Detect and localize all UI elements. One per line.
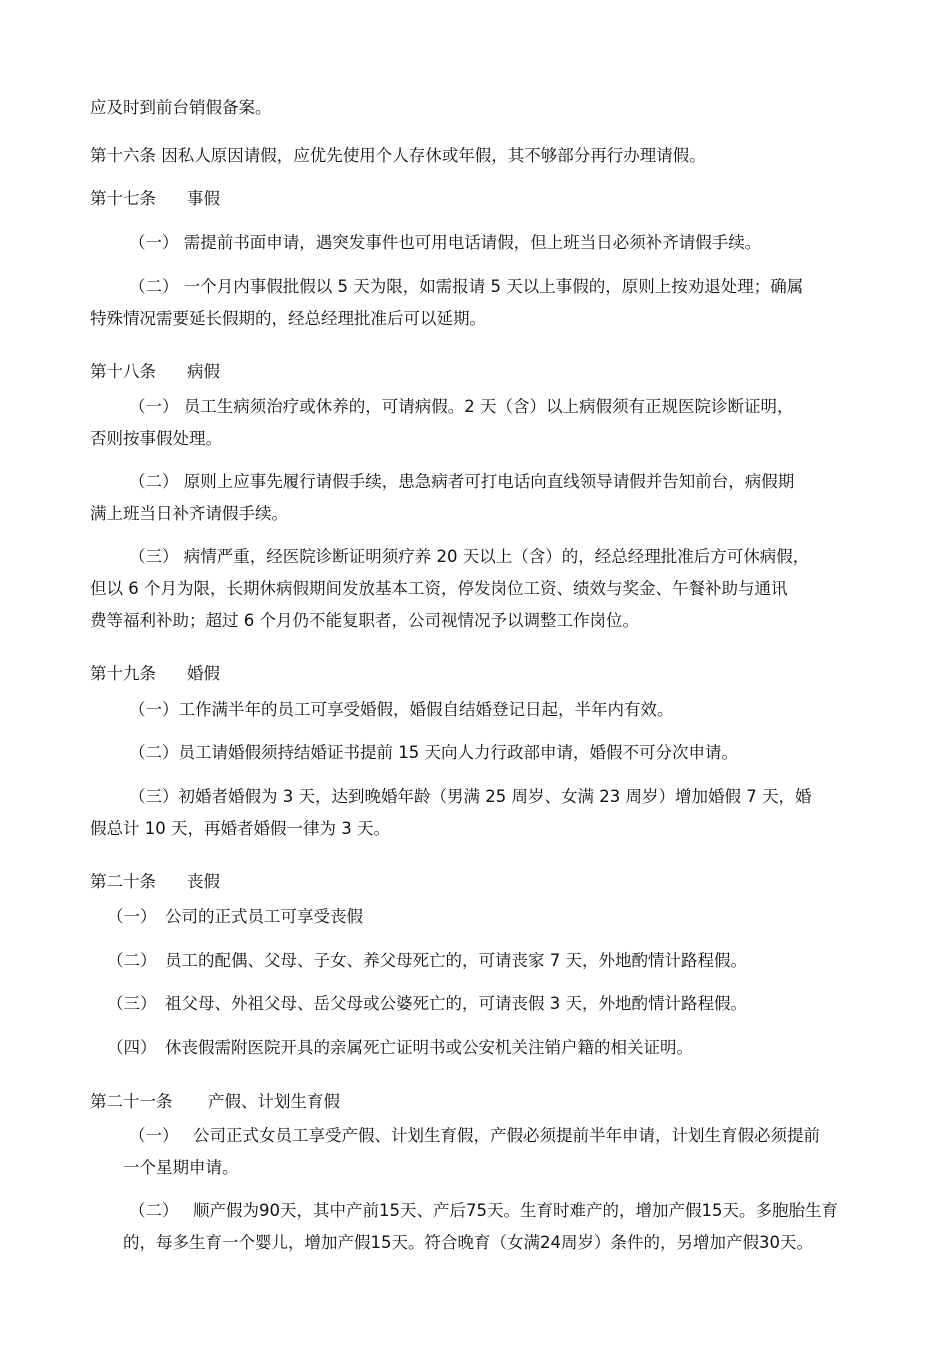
article-20-item-4: 休丧假需附医院开具的亲属死亡证明书或公安机关注销户籍的相关证明。 [165,1038,693,1057]
article-21-item-1-cont: 一个星期申请。 [123,1158,239,1177]
article-21-item-2-marker: （二） [129,1201,179,1220]
article-21-number: 第二十一条 [90,1092,173,1111]
article-20-item-3: 祖父母、外祖父母、岳父母或公婆死亡的，可请丧假 3 天，外地酌情计路程假。 [165,994,747,1013]
article-20-item-3-marker: （三） [107,994,157,1013]
article-18-title: 病假 [187,362,220,381]
article-21-title: 产假、计划生育假 [208,1092,340,1111]
article-21-item-1-marker: （一） [129,1126,179,1145]
article-17-title: 事假 [187,189,220,208]
article-18-item-3: （三） 病情严重，经医院诊断证明须疗养 20 天以上（含）的，经总经理批准后方可休病假， [129,547,810,566]
article-20-item-1-marker: （一） [107,907,157,926]
article-18-item-2: （二） 原则上应事先履行请假手续，患急病者可打电话向直线领导请假并告知前台，病假期 [129,472,795,491]
article-18-item-1-cont: 否则按事假处理。 [90,429,222,448]
article-17-item-2: （二） 一个月内事假批假以 5 天为限，如需报请 5 天以上事假的，原则上按劝退处理；确属 [129,277,804,296]
article-20-item-4-marker: （四） [107,1038,157,1057]
article-20-item-2: 员工的配偶、父母、子女、养父母死亡的，可请丧家 7 天，外地酌情计路程假。 [165,951,747,970]
article-19-title: 婚假 [187,664,220,683]
article-17-item-1: （一） 需提前书面申请，遇突发事件也可用电话请假，但上班当日必须补齐请假手续。 [129,233,762,252]
article-18-item-3-cont-2: 费等福利补助；超过 6 个月仍不能复职者，公司视情况予以调整工作岗位。 [90,611,639,630]
article-18-item-3-cont-1: 但以 6 个月为限，长期休病假期间发放基本工资，停发岗位工资、绩效与奖金、午餐补助与通讯 [90,579,788,598]
article-19-number: 第十九条 [90,664,156,683]
article-20-number: 第二十条 [90,872,156,891]
article-17-item-2-cont: 特殊情况需要延长假期的，经总经理批准后可以延期。 [90,309,486,328]
article-20-title: 丧假 [187,872,220,891]
article-18-number: 第十八条 [90,362,156,381]
article-17-number: 第十七条 [90,189,156,208]
article-19-item-3-cont: 假总计 10 天，再婚者婚假一律为 3 天。 [90,819,390,838]
article-19-item-2: （二）员工请婚假须持结婚证书提前 15 天向人力行政部申请，婚假不可分次申请。 [129,743,738,762]
article-19-item-1: （一）工作满半年的员工可享受婚假，婚假自结婚登记日起，半年内有效。 [129,700,674,719]
article-19-item-3: （三）初婚者婚假为 3 天，达到晚婚年龄（男满 25 周岁、女满 23 周岁）增加婚假 7 天，婚 [129,787,812,806]
article-16: 第十六条 因私人原因请假，应优先使用个人存休或年假，其不够部分再行办理请假。 [90,146,706,165]
article-18-item-2-cont: 满上班当日补齐请假手续。 [90,504,288,523]
text-line: 应及时到前台销假备案。 [90,98,272,117]
article-21-item-2: 顺产假为90天，其中产前15天、产后75天。生育时难产的，增加产假15天。多胞胎生育 [193,1201,838,1220]
article-20-item-1: 公司的正式员工可享受丧假 [165,907,363,926]
article-20-item-2-marker: （二） [107,951,157,970]
article-18-item-1: （一） 员工生病须治疗或休养的，可请病假。2 天（含）以上病假须有正规医院诊断证明， [129,397,794,416]
article-21-item-2-cont: 的，每多生育一个婴儿，增加产假15天。符合晚育（女满24周岁）条件的，另增加产假30天。 [123,1233,813,1252]
article-21-item-1: 公司正式女员工享受产假、计划生育假，产假必须提前半年申请，计划生育假必须提前 [193,1126,820,1145]
